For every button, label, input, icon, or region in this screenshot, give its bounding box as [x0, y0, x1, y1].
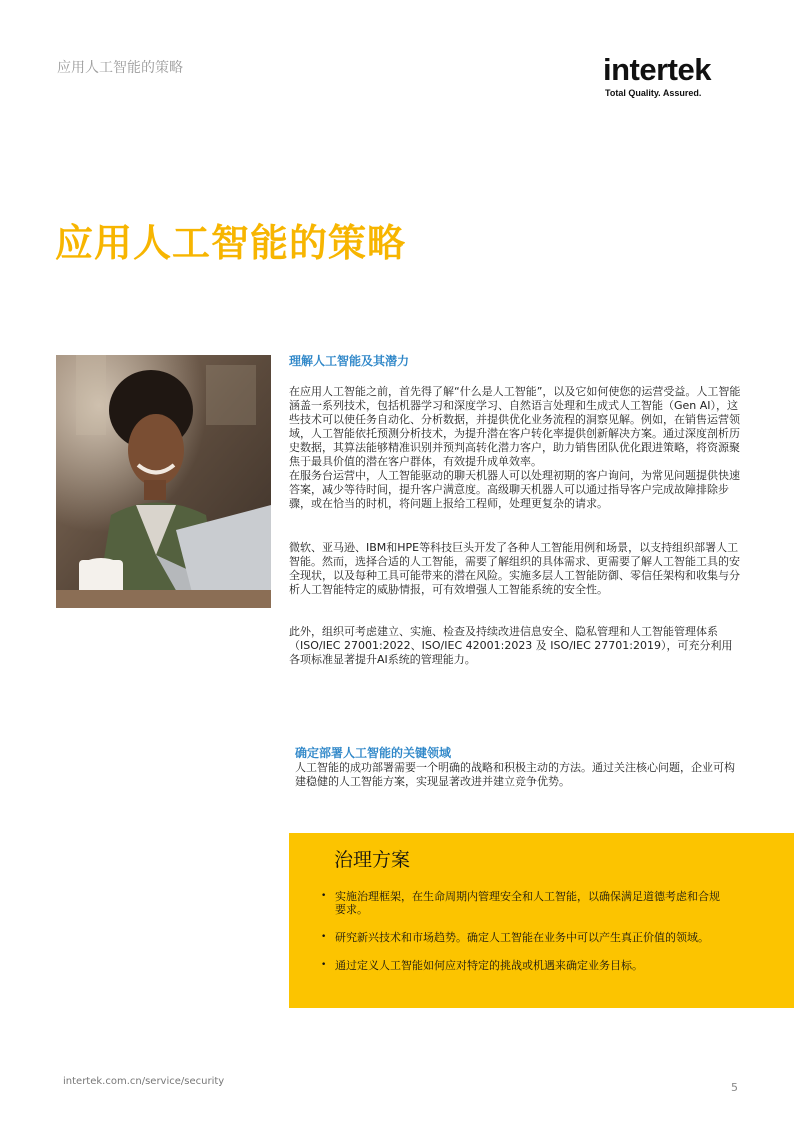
page-number: 5 [731, 1081, 738, 1094]
list-item [321, 959, 721, 972]
bullet-icon: • [321, 932, 327, 942]
list-item-text: 实施治理框架，在生命周期内管理安全和人工智能，以确保满足道德考虑和合规要求。 [335, 890, 720, 916]
photo-illustration [56, 355, 271, 608]
bullet-icon: • [321, 891, 327, 901]
section-heading-key-areas: 确定部署人工智能的关键领域 [295, 746, 452, 760]
woman-laptop-photo [56, 355, 271, 608]
intertek-logo [603, 54, 743, 98]
section1-paragraph-4 [289, 625, 741, 667]
section-heading-understanding-ai: 理解人工智能及其潜力 [289, 354, 410, 368]
list-item-text: 通过定义人工智能如何应对特定的挑战或机遇来确定业务目标。 [335, 959, 643, 972]
governance-list [321, 890, 721, 987]
list-item [321, 890, 721, 916]
governance-title: 治理方案 [334, 849, 411, 871]
section2-paragraph: 人工智能的成功部署需要一个明确的战略和积极主动的方法。通过关注核心问题，企业可构建稳健的人工智能方案，实现显著改进并建立竞争优势。 [295, 761, 735, 788]
governance-callout-box [289, 833, 794, 1008]
page-title: 应用人工智能的策略 [55, 221, 407, 265]
logo-wordmark: intertek [603, 52, 711, 87]
paragraph-text: 在应用人工智能之前，首先得了解“什么是人工智能”，以及它如何使您的运营受益。人工智能涵盖一系列技术，包括机器学习和深度学习、自然语言处理和生成式人工智能（Gen AI），这些技术可以使任务自动化、分析数据，并提供优化业务流程的洞察见解。例如，在销售运营领域，人工智能依托预测分析技术，为提升潜在客户转化率提供创新解决方案。通过深度剖析历史数据，其算法能够精准识别并预判高转化潜力客户，助力销售团队优化跟进策略，将资源聚焦于最具价值的潜在客户群体，有效提升成单效率。 [289, 385, 741, 468]
paragraph-text: 微软、亚马逊、IBM和HPE等科技巨头开发了各种人工智能用例和场景，以支持组织部署人工智能。然而，选择合适的人工智能，需要了解组织的具体需求、更需要了解人工智能工具的安全现状，以及每种工具可能带来的潜在风险。实施多层人工智能防御、零信任架构和收集与分析人工智能特定的威胁情报，可有效增强人工智能系统的安全性。 [289, 541, 740, 596]
section1-paragraph-3 [289, 541, 741, 597]
bullet-icon: • [321, 960, 327, 970]
logo-tagline: Total Quality. Assured. [605, 88, 702, 98]
paragraph-text: 在服务台运营中，人工智能驱动的聊天机器人可以处理初期的客户询问，为常见问题提供快速答案，减少等待时间，提升客户满意度。高级聊天机器人可以通过指导客户完成故障排除步骤，或在恰当的时机，将问题上报给工程师，处理更复杂的请求。 [289, 469, 740, 510]
running-header-title: 应用人工智能的策略 [57, 60, 183, 76]
list-item [321, 931, 721, 944]
section1-paragraph-1 [289, 385, 741, 511]
list-item-text: 研究新兴技术和市场趋势。确定人工智能在业务中可以产生真正价值的领域。 [335, 931, 709, 944]
footer-url-link[interactable]: intertek.com.cn/service/security [63, 1076, 225, 1087]
paragraph-text: 此外，组织可考虑建立、实施、检查及持续改进信息安全、隐私管理和人工智能管理体系（ISO/IEC 27001:2022、ISO/IEC 42001:2023 及 ISO/IEC 27701:2019），可充分利用各项标准显著提升AI系统的管理能力。 [289, 625, 733, 666]
